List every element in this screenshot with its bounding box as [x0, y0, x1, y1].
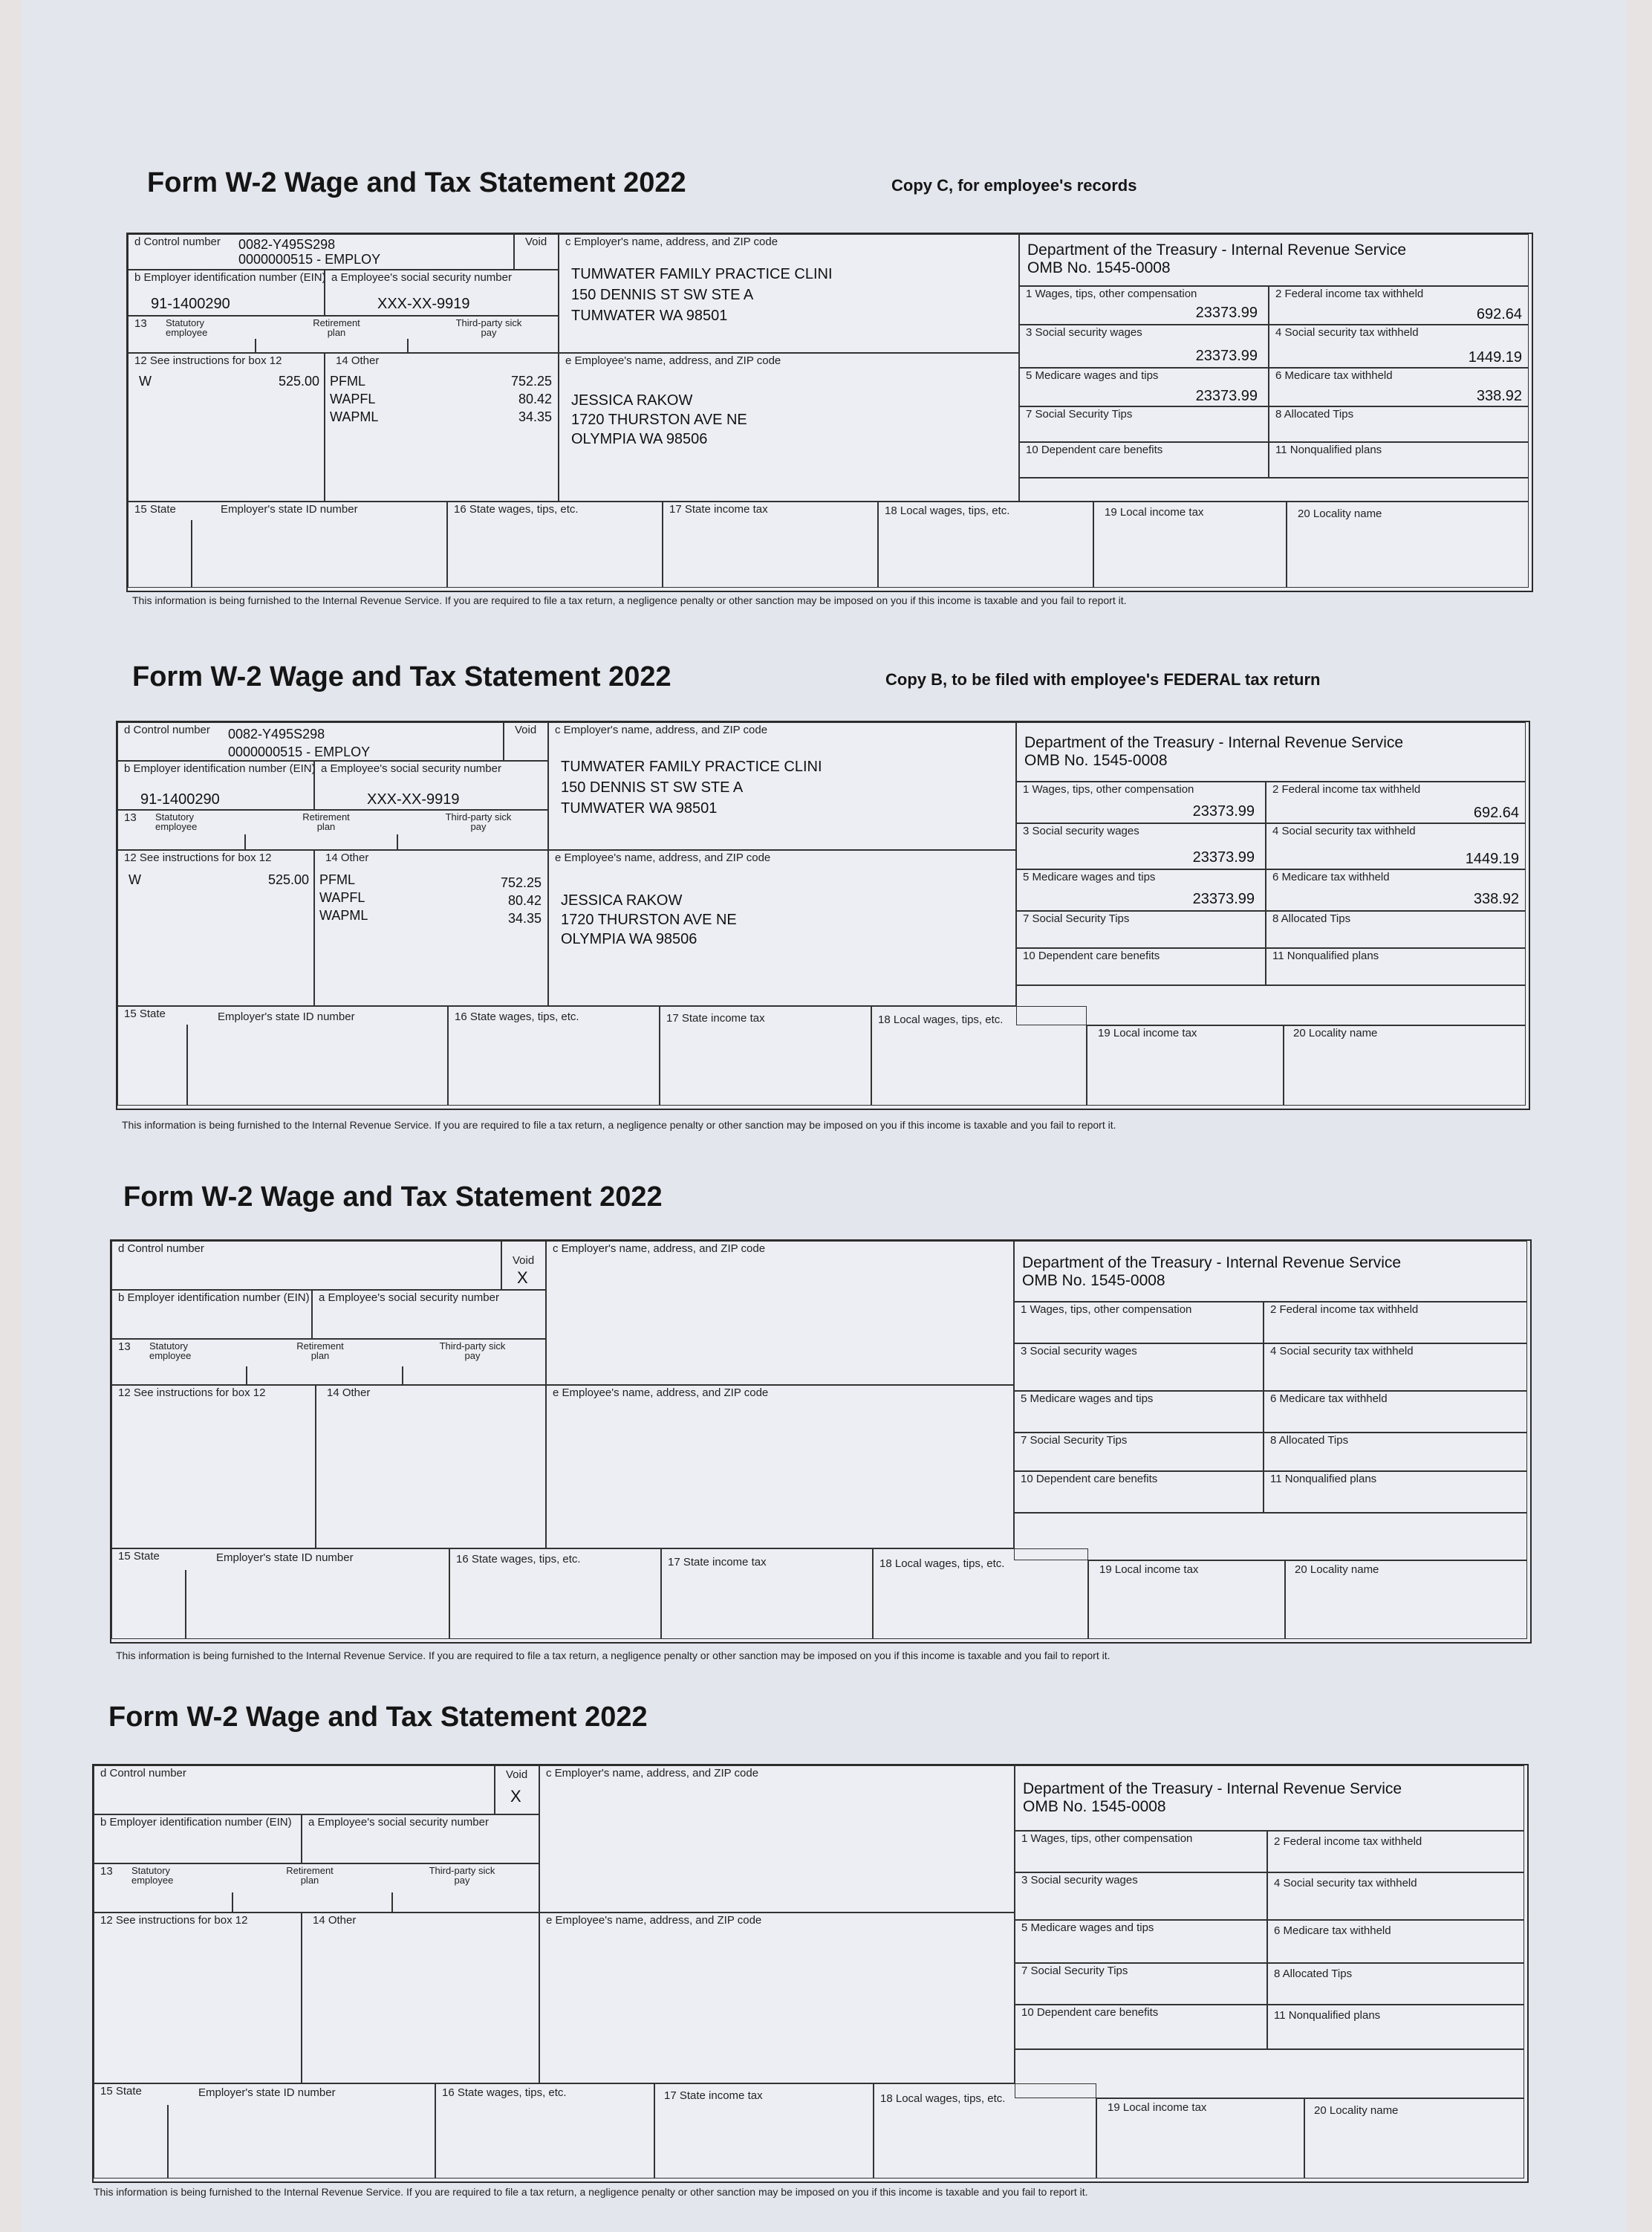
box18-cell: 18 Local wages, tips, etc.: [874, 2083, 1096, 2179]
box14-cell: 14 Other: [302, 1913, 539, 2083]
box20-cell: 20 Locality name: [1284, 1025, 1526, 1106]
wages-value: 23373.99: [1195, 305, 1258, 321]
box16-cell: 16 State wages, tips, etc.: [449, 1548, 661, 1639]
box19-cell: 19 Local income tax: [1093, 502, 1287, 588]
box7-cell: 7 Social Security Tips: [1019, 406, 1269, 442]
footer-notice: This information is being furnished to the Internal Revenue Service. If you are required to file a tax return, a negligence penalty or other sanction may be imposed on you if this income is taxable and you fail to report it.: [122, 1119, 1116, 1131]
ssn-value: XXX-XX-9919: [367, 791, 460, 808]
box2-cell: 2 Federal income tax withheld: [1264, 1302, 1527, 1343]
box11-cell: 11 Nonqualified plans: [1264, 1471, 1527, 1513]
box6-cell: 6 Medicare tax withheld: [1267, 1920, 1524, 1963]
dept-cell: Department of the Treasury - Internal Revenue Service OMB No. 1545-0008: [1016, 722, 1526, 782]
control-number-cell: d Control number: [111, 1241, 501, 1290]
employer-city: TUMWATER WA 98501: [571, 308, 728, 324]
wages-value: 23373.99: [1192, 803, 1255, 820]
ssn-cell: a Employee's social security number: [312, 1290, 546, 1339]
box10-cell: 10 Dependent care benefits: [1015, 2005, 1267, 2049]
employee-name: JESSICA RAKOW: [571, 392, 693, 409]
box16-cell: 16 State wages, tips, etc.: [435, 2083, 654, 2179]
box7-cell: 7 Social Security Tips: [1014, 1433, 1264, 1471]
w2-paper-sheet: [22, 0, 1627, 2232]
box12-cell: 12 See instructions for box 12 W 525.00: [128, 353, 325, 502]
ein-cell: b Employer identification number (EIN) 91-1400290: [117, 761, 314, 810]
ssn-value: XXX-XX-9919: [377, 296, 470, 312]
box15-cell: 15 State Employer's state ID number: [128, 502, 447, 588]
medicare-tax-value: 338.92: [1473, 891, 1519, 907]
employer-cell: c Employer's name, address, and ZIP code TUMWATER FAMILY PRACTICE CLINI 150 DENNIS ST SW STE A TUMWATER WA 98501: [559, 234, 1019, 353]
ssn-cell: a Employee's social security number XXX-XX-9919: [314, 761, 548, 810]
ein-cell: b Employer identification number (EIN): [94, 1814, 302, 1863]
box11-cell: 11 Nonqualified plans: [1269, 442, 1529, 478]
box1-cell: 1 Wages, tips, other compensation 23373.99: [1016, 782, 1266, 823]
form-title: Form W-2 Wage and Tax Statement 2022: [108, 1701, 648, 1733]
form-title: Form W-2 Wage and Tax Statement 2022: [123, 1181, 663, 1213]
box7-cell: 7 Social Security Tips: [1016, 911, 1266, 948]
w2-grid: [126, 233, 1533, 592]
box6-cell: 6 Medicare tax withheld 338.92: [1266, 869, 1526, 911]
fed-tax-value: 692.64: [1473, 805, 1519, 821]
box16-cell: 16 State wages, tips, etc.: [448, 1006, 660, 1106]
w2-form-blank-1: [22, 1181, 1627, 1661]
employee-street: 1720 THURSTON AVE NE: [561, 912, 737, 928]
ein-value: 91-1400290: [140, 791, 220, 808]
employee-city: OLYMPIA WA 98506: [571, 431, 708, 447]
box12-cell: 12 See instructions for box 12: [94, 1913, 302, 2083]
box2-cell: 2 Federal income tax withheld 692.64: [1269, 286, 1529, 325]
employee-cell: e Employee's name, address, and ZIP code JESSICA RAKOW 1720 THURSTON AVE NE OLYMPIA WA 98506: [559, 353, 1019, 502]
box5-cell: 5 Medicare wages and tips 23373.99: [1019, 368, 1269, 406]
box13-cell: 13 Statutory employee Retirement plan Third-party sick pay: [117, 810, 548, 850]
employee-city: OLYMPIA WA 98506: [561, 931, 697, 947]
box3-cell: 3 Social security wages 23373.99: [1016, 823, 1266, 869]
control-number-value: 0082-Y495S298: [228, 727, 325, 742]
fed-tax-value: 692.64: [1476, 306, 1522, 322]
box4-cell: 4 Social security tax withheld 1449.19: [1266, 823, 1526, 869]
employer-street: 150 DENNIS ST SW STE A: [561, 779, 744, 796]
medicare-wages-value: 23373.99: [1195, 388, 1258, 404]
void-cell: Void: [504, 722, 548, 761]
control-number-cell: d Control number: [94, 1765, 495, 1814]
copy-label: Copy C, for employee's records: [891, 176, 1137, 195]
ssn-cell: a Employee's social security number: [302, 1814, 539, 1863]
ss-tax-value: 1449.19: [1465, 851, 1519, 867]
box10-cell: 10 Dependent care benefits: [1014, 1471, 1264, 1513]
copy-label: Copy B, to be filed with employee's FEDERAL tax return: [885, 670, 1321, 689]
box13-cell: 13 Statutory employee Retirement plan Third-party sick pay: [111, 1339, 546, 1385]
box1-cell: 1 Wages, tips, other compensation: [1014, 1302, 1264, 1343]
box5-cell: 5 Medicare wages and tips: [1014, 1391, 1264, 1433]
box2-cell: 2 Federal income tax withheld: [1267, 1831, 1524, 1872]
box8-cell: 8 Allocated Tips: [1266, 911, 1526, 948]
box5-cell: 5 Medicare wages and tips: [1015, 1920, 1267, 1963]
footer-notice: This information is being furnished to the Internal Revenue Service. If you are required to file a tax return, a negligence penalty or other sanction may be imposed on you if this income is taxable and you fail to report it.: [132, 594, 1127, 606]
box6-cell: 6 Medicare tax withheld 338.92: [1269, 368, 1529, 406]
control-number-value: 0082-Y495S298: [238, 237, 336, 252]
box19-cell: 19 Local income tax: [1088, 1560, 1285, 1639]
dept-cell: Department of the Treasury - Internal Revenue Service OMB No. 1545-0008: [1019, 234, 1529, 286]
void-cell: Void: [514, 234, 559, 270]
box7-cell: 7 Social Security Tips: [1015, 1963, 1267, 2005]
box11-cell: 11 Nonqualified plans: [1267, 2005, 1524, 2049]
box1-cell: 1 Wages, tips, other compensation 23373.99: [1019, 286, 1269, 325]
box13-cell: 13 Statutory employee Retirement plan Third-party sick pay: [128, 316, 559, 353]
control-number-cell: d Control number 0082-Y495S298 0000000515 - EMPLOY: [117, 722, 504, 761]
employer-cell: c Employer's name, address, and ZIP code: [546, 1241, 1014, 1385]
employer-name: TUMWATER FAMILY PRACTICE CLINI: [571, 266, 833, 282]
box4-cell: 4 Social security tax withheld: [1264, 1343, 1527, 1391]
box1-cell: 1 Wages, tips, other compensation: [1015, 1831, 1267, 1872]
ss-tax-value: 1449.19: [1468, 349, 1522, 366]
box8-cell: 8 Allocated Tips: [1267, 1963, 1524, 2005]
blank-cell: [1016, 985, 1526, 1025]
box19-cell: 19 Local income tax: [1087, 1025, 1284, 1106]
box11-cell: 11 Nonqualified plans: [1266, 948, 1526, 985]
void-cell: Void X: [495, 1765, 539, 1814]
w2-form-copy-c: [22, 167, 1627, 643]
box3-cell: 3 Social security wages 23373.99: [1019, 325, 1269, 368]
ss-wages-value: 23373.99: [1195, 348, 1258, 364]
w2-form-copy-b: [22, 661, 1627, 1137]
void-x-mark: X: [517, 1268, 528, 1287]
ein-value: 91-1400290: [151, 296, 230, 312]
box20-cell: 20 Locality name: [1304, 2098, 1524, 2179]
void-cell: Void X: [501, 1241, 546, 1290]
employee-cell: e Employee's name, address, and ZIP code: [546, 1385, 1014, 1548]
box10-cell: 10 Dependent care benefits: [1019, 442, 1269, 478]
form-title: Form W-2 Wage and Tax Statement 2022: [147, 167, 686, 198]
box14-cell: 14 Other: [316, 1385, 546, 1548]
box17-cell: 17 State income tax: [661, 1548, 873, 1639]
w2-grid: [116, 721, 1530, 1110]
box17-cell: 17 State income tax: [654, 2083, 874, 2179]
box12-cell: 12 See instructions for box 12 W 525.00: [117, 850, 314, 1006]
form-title: Form W-2 Wage and Tax Statement 2022: [132, 661, 671, 692]
control-number-value-2: 0000000515 - EMPLOY: [238, 252, 381, 267]
box15-cell: 15 State Employer's state ID number: [94, 2083, 435, 2179]
ss-wages-value: 23373.99: [1192, 849, 1255, 866]
box18-cell: 18 Local wages, tips, etc.: [871, 1006, 1087, 1106]
box19-cell: 19 Local income tax: [1096, 2098, 1304, 2179]
employer-cell: c Employer's name, address, and ZIP code: [539, 1765, 1015, 1913]
box18-cell: 18 Local wages, tips, etc.: [878, 502, 1093, 588]
box15-cell: 15 State Employer's state ID number: [117, 1006, 448, 1106]
employer-name: TUMWATER FAMILY PRACTICE CLINI: [561, 759, 822, 775]
control-number-value-2: 0000000515 - EMPLOY: [228, 744, 371, 759]
box12-amount: 525.00: [278, 374, 319, 389]
box14-cell: 14 Other PFML 752.25 WAPFL 80.42 WAPML 34.35: [314, 850, 548, 1006]
box20-cell: 20 Locality name: [1285, 1560, 1527, 1639]
employee-name: JESSICA RAKOW: [561, 892, 683, 909]
ein-cell: b Employer identification number (EIN) 91-1400290: [128, 270, 325, 316]
box8-cell: 8 Allocated Tips: [1269, 406, 1529, 442]
box4-cell: 4 Social security tax withheld: [1267, 1872, 1524, 1920]
box12-amount: 525.00: [267, 872, 309, 887]
employee-cell: e Employee's name, address, and ZIP code: [539, 1913, 1015, 2083]
employer-cell: c Employer's name, address, and ZIP code TUMWATER FAMILY PRACTICE CLINI 150 DENNIS ST SW STE A TUMWATER WA 98501: [548, 722, 1016, 850]
void-x-mark: X: [510, 1787, 521, 1806]
employer-city: TUMWATER WA 98501: [561, 800, 718, 817]
w2-grid: [92, 1764, 1529, 2183]
box17-cell: 17 State income tax: [660, 1006, 871, 1106]
ein-cell: b Employer identification number (EIN): [111, 1290, 312, 1339]
box2-cell: 2 Federal income tax withheld 692.64: [1266, 782, 1526, 823]
box15-cell: 15 State Employer's state ID number: [111, 1548, 449, 1639]
box14-cell: 14 Other PFML 752.25 WAPFL 80.42 WAPML 34.35: [325, 353, 559, 502]
w2-grid: [110, 1239, 1532, 1644]
dept-cell: Department of the Treasury - Internal Revenue Service OMB No. 1545-0008: [1015, 1765, 1524, 1831]
footer-notice: This information is being furnished to the Internal Revenue Service. If you are required to file a tax return, a negligence penalty or other sanction may be imposed on you if this income is taxable and you fail to report it.: [94, 2186, 1088, 2198]
box20-cell: 20 Locality name: [1287, 502, 1529, 588]
box17-cell: 17 State income tax: [663, 502, 878, 588]
footer-notice: This information is being furnished to the Internal Revenue Service. If you are required to file a tax return, a negligence penalty or other sanction may be imposed on you if this income is taxable and you fail to report it.: [116, 1649, 1110, 1661]
box13-cell: 13 Statutory employee Retirement plan Third-party sick pay: [94, 1863, 539, 1913]
box5-cell: 5 Medicare wages and tips 23373.99: [1016, 869, 1266, 911]
box12-code: W: [139, 374, 152, 389]
box10-cell: 10 Dependent care benefits: [1016, 948, 1266, 985]
box3-cell: 3 Social security wages: [1014, 1343, 1264, 1391]
box4-cell: 4 Social security tax withheld 1449.19: [1269, 325, 1529, 368]
box3-cell: 3 Social security wages: [1015, 1872, 1267, 1920]
medicare-tax-value: 338.92: [1476, 388, 1522, 404]
employee-street: 1720 THURSTON AVE NE: [571, 412, 747, 428]
box18-cell: 18 Local wages, tips, etc.: [873, 1548, 1088, 1639]
blank-cell: [1019, 478, 1529, 502]
dept-cell: Department of the Treasury - Internal Revenue Service OMB No. 1545-0008: [1014, 1241, 1527, 1302]
box12-code: W: [129, 872, 141, 887]
box6-cell: 6 Medicare tax withheld: [1264, 1391, 1527, 1433]
box16-cell: 16 State wages, tips, etc.: [447, 502, 663, 588]
control-number-cell: d Control number 0082-Y495S298 0000000515 - EMPLOY: [128, 234, 514, 270]
employee-cell: e Employee's name, address, and ZIP code JESSICA RAKOW 1720 THURSTON AVE NE OLYMPIA WA 98506: [548, 850, 1016, 1006]
medicare-wages-value: 23373.99: [1192, 891, 1255, 907]
blank-cell: [1014, 1513, 1527, 1560]
w2-form-blank-2: [22, 1701, 1627, 2198]
box12-cell: 12 See instructions for box 12: [111, 1385, 316, 1548]
employer-street: 150 DENNIS ST SW STE A: [571, 287, 754, 303]
ssn-cell: a Employee's social security number XXX-XX-9919: [325, 270, 559, 316]
box8-cell: 8 Allocated Tips: [1264, 1433, 1527, 1471]
